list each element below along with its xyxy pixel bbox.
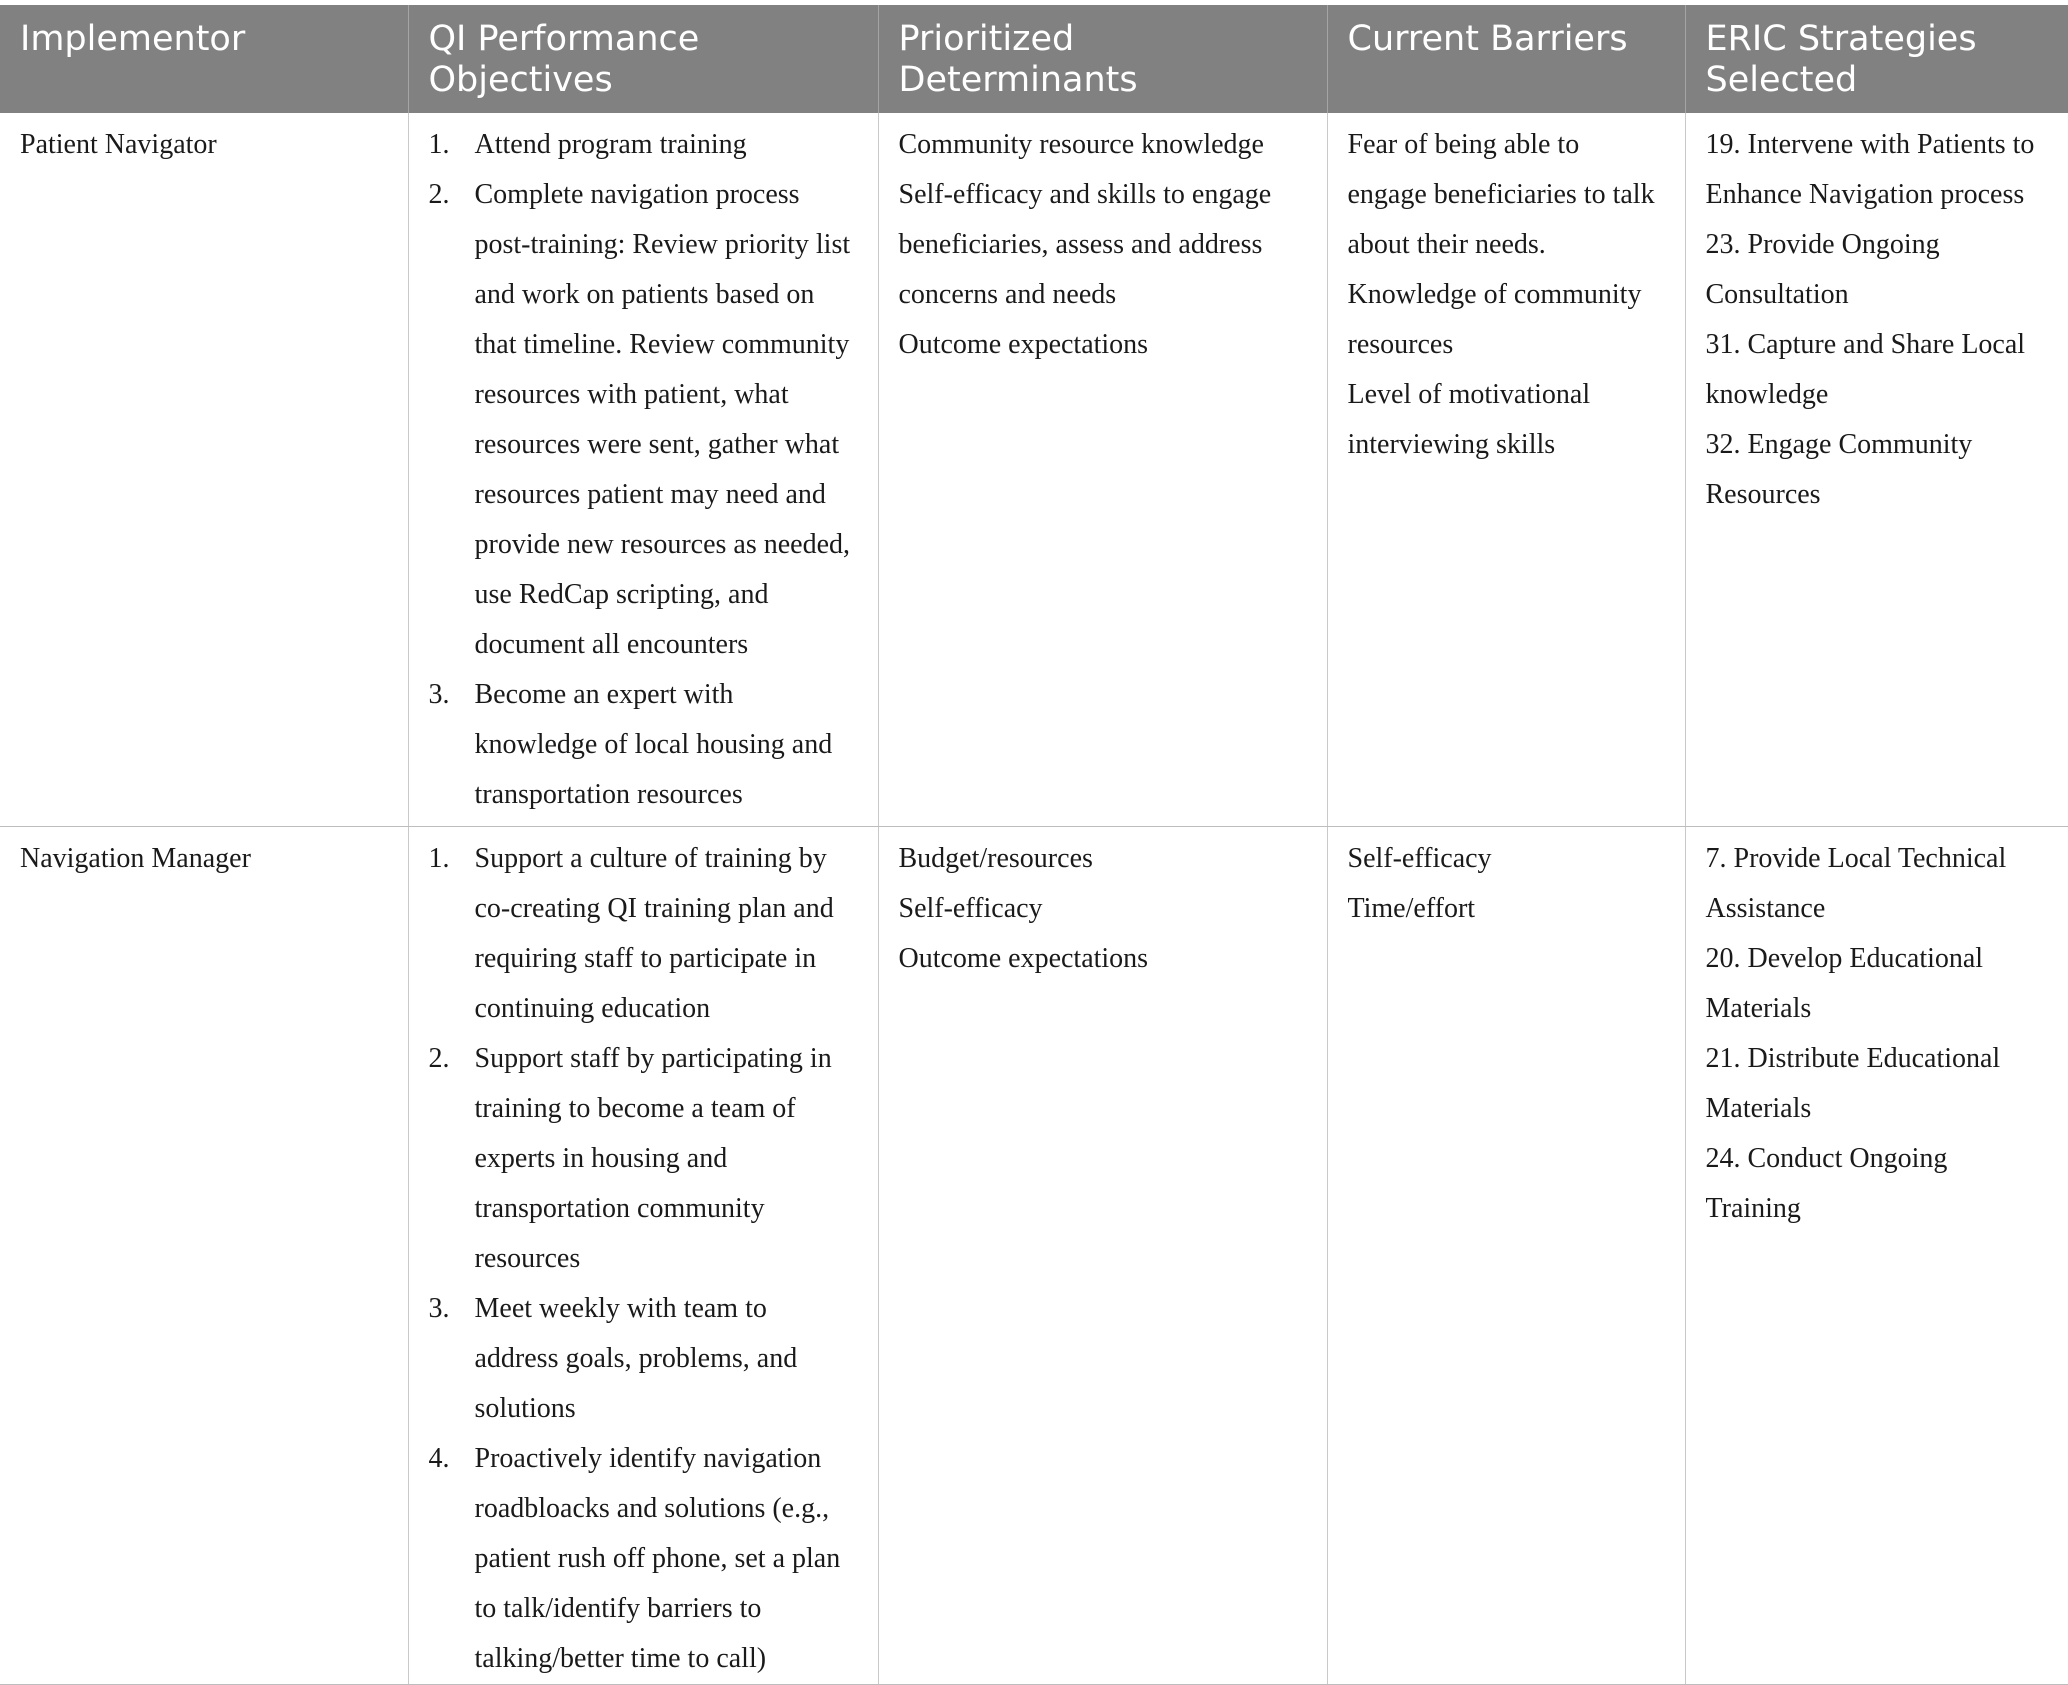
table-row [0,113,2068,826]
strategy-item: 19. Intervene with Patients to Enhance Navigation process [1705,129,2035,210]
header-qi-performance-objectives: QI Performance Objectives [408,5,878,113]
strategy-item: 20. Develop Educational Materials [1705,942,1984,1024]
strategy-item: 31. Capture and Share Local knowledge [1705,329,2026,410]
strategy-item: 24. Conduct Ongoing Training [1705,1142,1948,1224]
implementation-table [0,5,2068,1685]
list-item [429,670,858,820]
header-implementor: Implementor [0,5,408,113]
list-text: Support staff by participating in training to become a team of experts in housing and transportation community resources [474,1042,832,1274]
table-row [0,826,2068,1684]
list-text: Meet weekly with team to address goals, problems, and solutions [474,1292,798,1424]
implementor-cell: Navigation Manager [0,826,408,1684]
list-number: 3. [428,679,450,710]
list-number: 1. [428,842,450,874]
implementor-cell: Patient Navigator [0,113,408,826]
strategy-item: 7. Provide Local Technical Assistance [1705,842,2007,924]
header-row [0,5,2068,113]
list-text: Attend program training [474,129,747,160]
table-body [0,113,2068,1684]
implementation-table-container [0,5,2068,1685]
table-header [0,5,2068,113]
header-prioritized-determinants: Prioritized Determinants [878,5,1327,113]
list-number: 3. [428,1292,450,1324]
list-item [429,1034,858,1284]
list-text: Proactively identify navigation roadbloacks and solutions (e.g., patient rush off phone, set a plan to talk/identify barriers to talking/better time to call) [474,1442,841,1674]
list-number: 4. [428,1442,450,1474]
barrier-item: Level of motivational interviewing skills [1347,379,1591,460]
objectives-cell [408,826,878,1684]
determinant-item: Self-efficacy [898,892,1043,924]
list-item [429,120,858,170]
header-current-barriers: Current Barriers [1327,5,1685,113]
objectives-cell [408,113,878,826]
strategies-cell [1685,113,2068,826]
objectives-list [429,120,858,820]
list-text: Complete navigation process post-training: Review priority list and work on patients based on that timeline. Review community resources with patient, what resources were sent, gather what resources patient may need and provide new resources as needed, use RedCap scripting, and document all encounters [474,179,851,660]
barrier-item: Fear of being able to engage beneficiaries to talk about their needs. [1347,129,1655,260]
barrier-item: Self-efficacy [1347,842,1492,874]
strategy-item: 32. Engage Community Resources [1705,429,1973,510]
strategies-cell [1685,826,2068,1684]
barrier-item: Knowledge of community resources [1347,279,1642,360]
barriers-cell [1327,113,1685,826]
barrier-item: Time/effort [1347,892,1476,924]
list-text: Become an expert with knowledge of local housing and transportation resources [474,679,833,810]
strategy-item: 23. Provide Ongoing Consultation [1705,229,1940,310]
list-number: 1. [428,129,450,160]
header-eric-strategies-selected: ERIC Strategies Selected [1685,5,2068,113]
list-item [429,834,858,1034]
strategy-item: 21. Distribute Educational Materials [1705,1042,2001,1124]
barriers-cell [1327,826,1685,1684]
determinant-item: Community resource knowledge [898,129,1264,160]
list-number: 2. [428,179,450,210]
list-number: 2. [428,1042,450,1074]
determinant-item: Outcome expectations [898,942,1149,974]
determinant-item: Outcome expectations [898,329,1149,360]
list-item [429,1284,858,1434]
determinant-item: Self-efficacy and skills to engage beneficiaries, assess and address concerns and needs [898,179,1272,310]
determinants-cell [878,826,1327,1684]
list-item [429,1434,858,1684]
list-item [429,170,858,670]
determinant-item: Budget/resources [898,842,1093,874]
determinants-cell [878,113,1327,826]
list-text: Support a culture of training by co-creating QI training plan and requiring staff to participate in continuing education [474,842,834,1024]
objectives-list [429,834,858,1684]
